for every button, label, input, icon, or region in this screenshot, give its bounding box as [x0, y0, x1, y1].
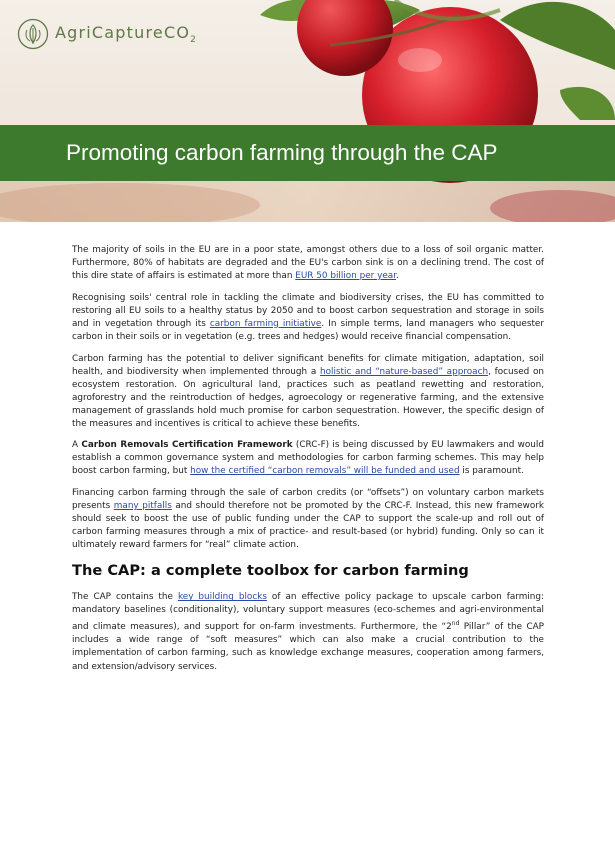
- link-many-pitfalls[interactable]: many pitfalls: [113, 501, 172, 512]
- paragraph-carbon-farming-benefits: Carbon farming has the potential to deliver significant benefits for climate mitigation, adaptation, soil health, and biodiversity when implemented through a holistic and “nature-based” approach, focused on ecosystem restoration. On agricultural land, practices such as peatland rewetting and restoration, agroforestry and the reintroduction of hedges, agroecology or regenerative farming, and the extensive management of grasslands hold much promise for carbon sequestration. However, the specific design of the measures and incentives is critical to achieve these benefits.: [72, 353, 544, 429]
- link-carbon-removals-funded[interactable]: how the certified “carbon removals” will be funded and used: [190, 466, 460, 477]
- header-image: [0, 0, 615, 222]
- paragraph-crcf: A Carbon Removals Certification Framework (CRC-F) is being discussed by EU lawmakers and would establish a common governance system and methodologies for carbon farming schemes. This may help boost carbon farming, but how the certified “carbon removals” will be funded and used is paramount.: [72, 440, 544, 477]
- link-eur-50-billion[interactable]: EUR 50 billion per year: [295, 271, 397, 282]
- link-holistic-approach[interactable]: holistic and “nature-based” approach: [319, 366, 489, 377]
- article-body: [72, 244, 544, 682]
- paragraph-intro: The majority of soils in the EU are in a poor state, amongst others due to a loss of soil organic matter. Furthermore, 80% of habitats are degraded and the EU's carbon sink is on a declining trend. The cost of this dire state of affairs is estimated at more than EUR 50 billion per year.: [72, 245, 544, 282]
- paragraph-financing: Financing carbon farming through the sale of carbon credits (or “offsets”) on voluntary carbon markets presents many pitfalls and should therefore not be promoted by the CRC-F. Instead, this new framework should seek to boost the use of public funding under the CAP to support the scale-up and roll out of carbon farming measures through a mix of practice- and result-based (or hybrid) funding. Only so can it ultimately reward farmers for “real” climate action.: [72, 488, 544, 551]
- section-heading: The CAP: a complete toolbox for carbon farming: [72, 562, 469, 580]
- title-banner: [0, 125, 615, 181]
- link-key-building-blocks[interactable]: key building blocks: [177, 592, 267, 603]
- page-title: Promoting carbon farming through the CAP: [66, 140, 498, 165]
- leaf-logo-icon: [17, 18, 49, 50]
- link-carbon-farming-initiative[interactable]: carbon farming initiative: [209, 318, 322, 329]
- logo-wordmark: AgriCaptureCO$_2$: [55, 22, 196, 46]
- paragraph-eu-commitment: Recognising soils' central role in tackling the climate and biodiversity crises, the EU has committed to restoring all EU soils to a healthy status by 2050 and to boost carbon sequestration and storage in soils and in vegetation through its carbon farming initiative. In simple terms, land managers who sequester carbon in their soils or in vegetation (e.g. trees and hedges) would receive financial compensation.: [72, 292, 544, 342]
- paragraph-cap-toolbox: The CAP contains the key building blocks of an effective policy package to upscale carbon farming: mandatory baselines (conditionality), voluntary support measures (eco-schemes and agri-environmental and climate measures), and support for on-farm investments. Furthermore, the “2nd Pillar” of the CAP includes a wide range of “soft measures” which can also make a crucial contribution to the implementation of carbon farming, such as knowledge exchange measures, cooperation among farmers, and extension/advisory services.: [72, 592, 544, 672]
- agricapture-logo: [17, 17, 196, 51]
